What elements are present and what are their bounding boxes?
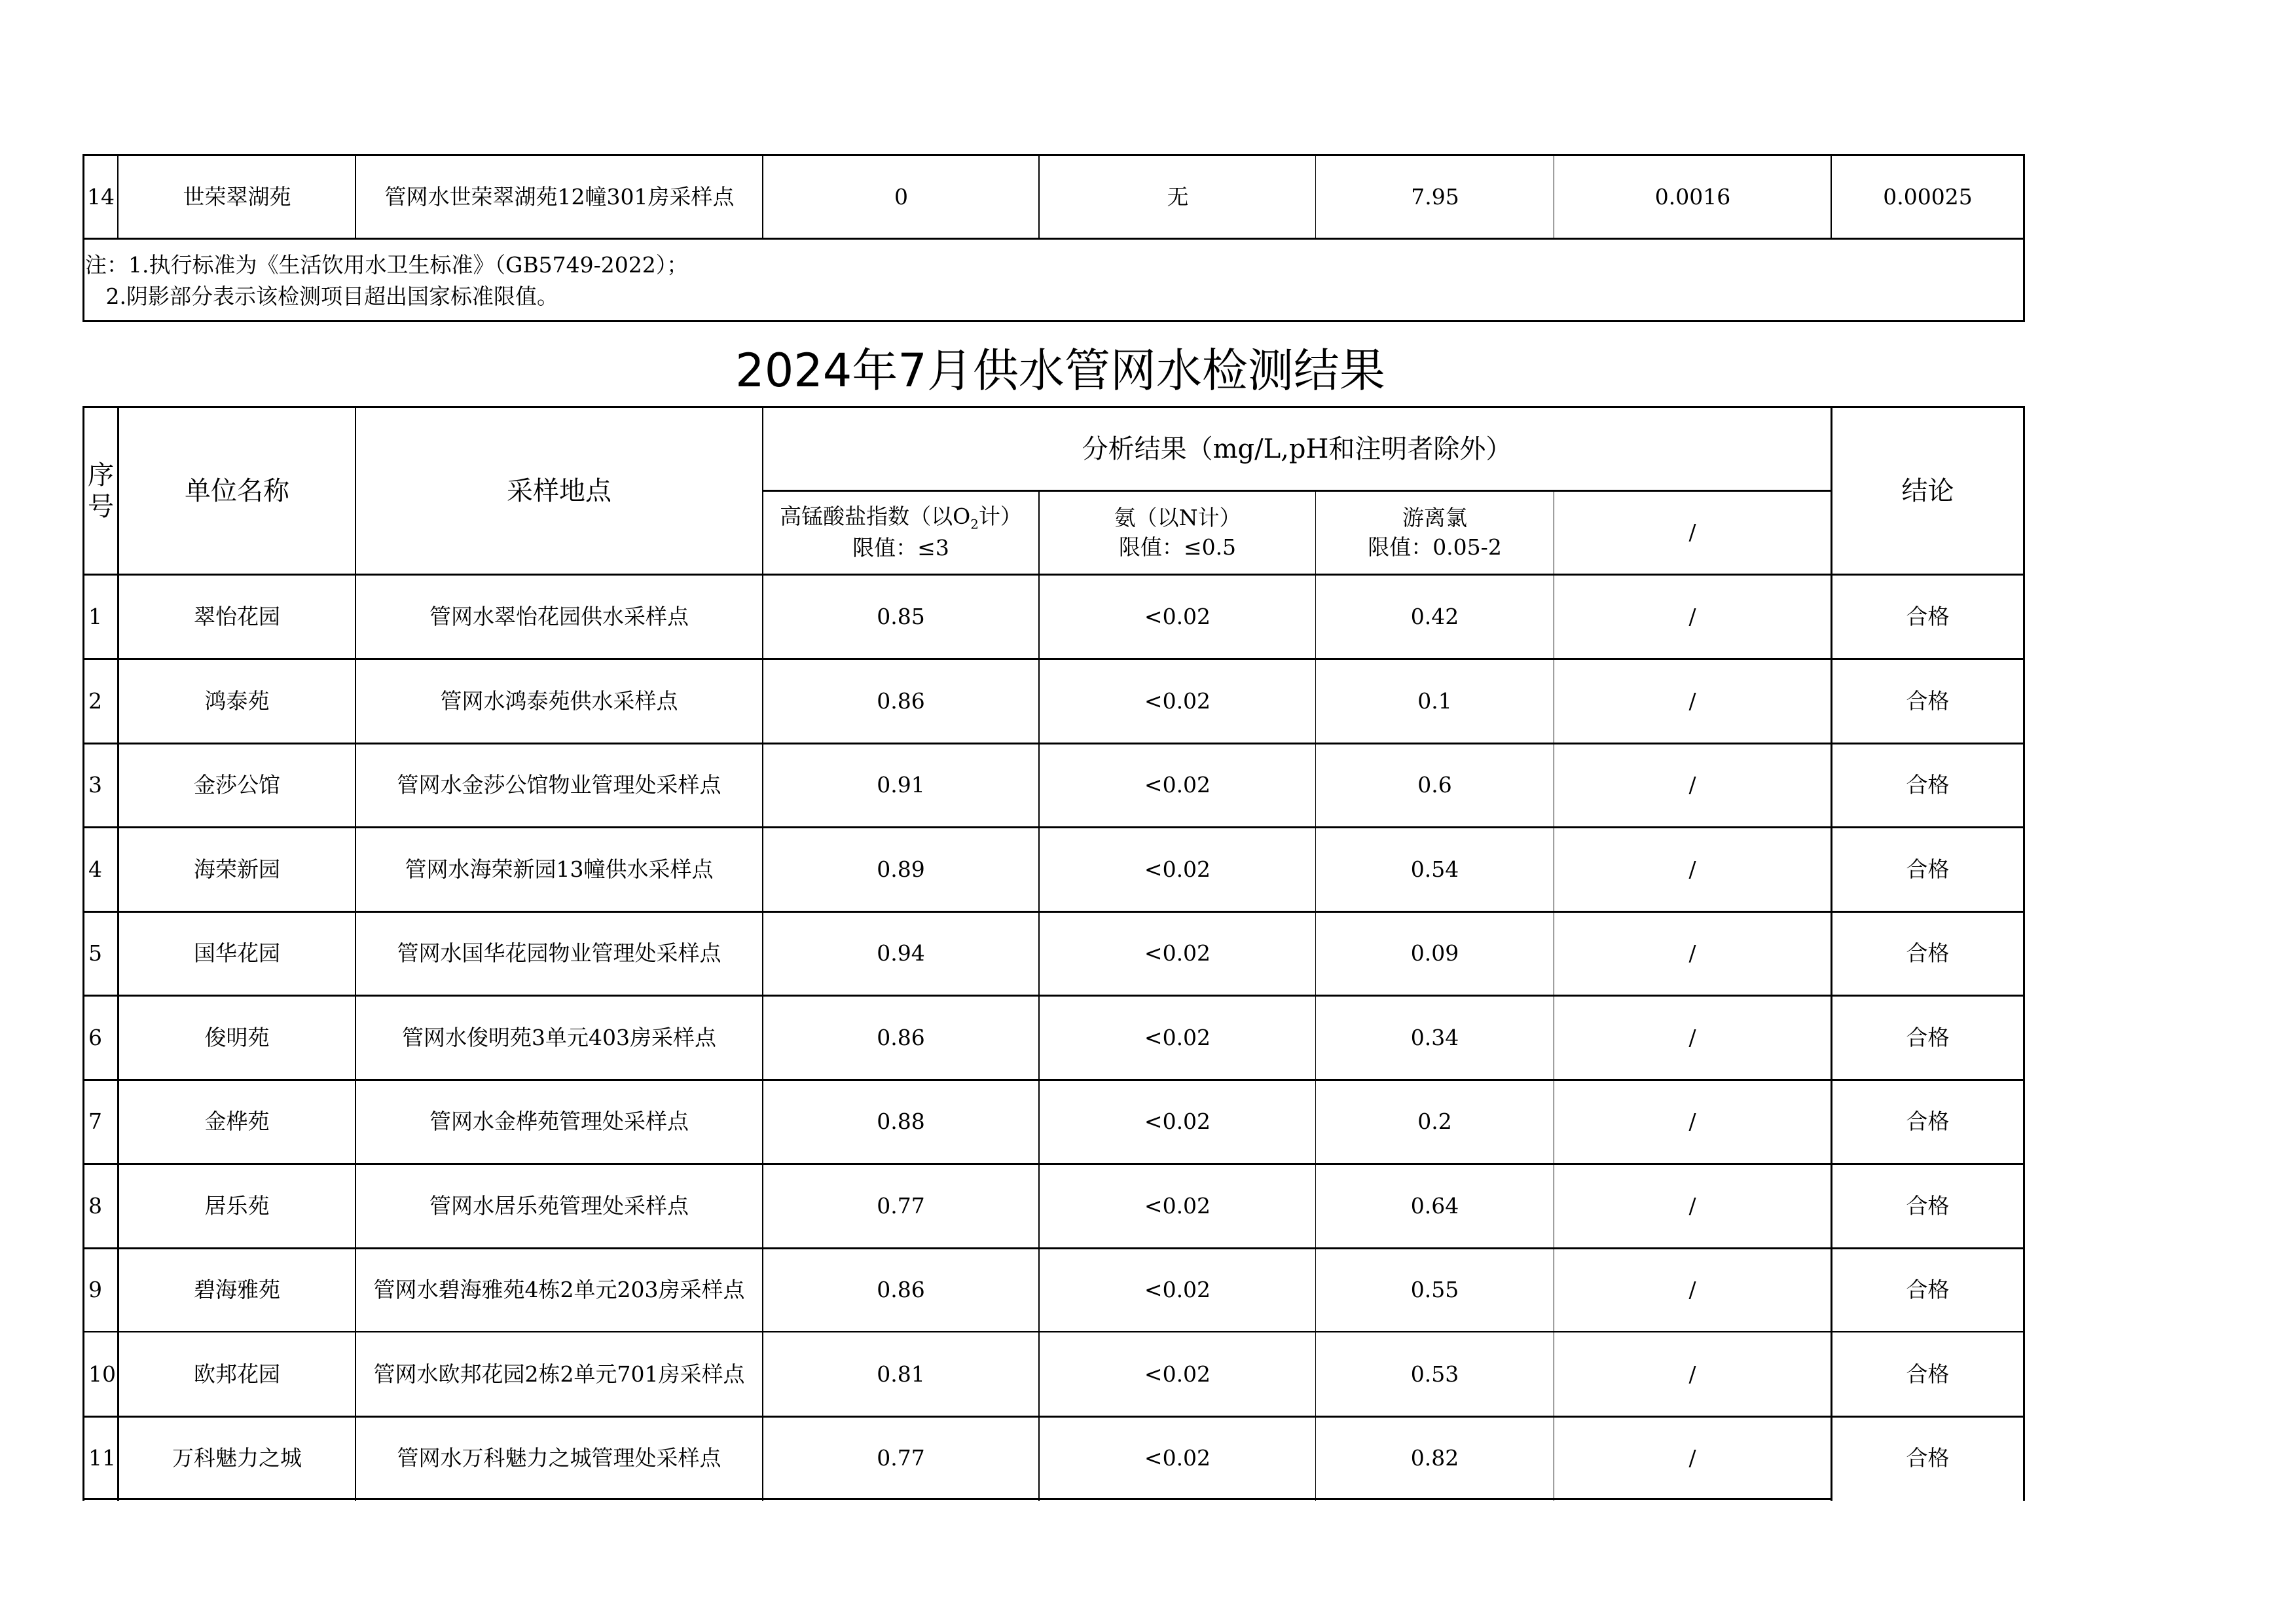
permanganate-value: 0.81: [877, 1361, 925, 1387]
free-chlorine-value: 0.34: [1410, 1024, 1459, 1050]
permanganate-value: 0.86: [877, 688, 925, 714]
unit-name: 欧邦花园: [194, 1361, 280, 1387]
sample-site: 管网水金桦苑管理处采样点: [429, 1109, 689, 1135]
header-analysis-results: 分析结果（mg/L,pH和注明者除外）: [1082, 433, 1512, 464]
param-limit: 限值：≤3: [852, 535, 949, 561]
other-value: /: [1688, 1109, 1696, 1135]
header-row-number: [84, 408, 117, 574]
conclusion-value: 合格: [1906, 772, 1950, 798]
sample-site: 管网水世荣翠湖苑12幢301房采样点: [384, 184, 735, 210]
ammonia-value: <0.02: [1144, 1192, 1211, 1219]
permanganate-value: 0.86: [877, 1024, 925, 1050]
sample-site: 管网水万科魅力之城管理处采样点: [397, 1445, 721, 1471]
page-title: 2024年7月供水管网水检测结果: [735, 343, 1385, 397]
sample-site: 管网水金莎公馆物业管理处采样点: [397, 772, 721, 798]
ammonia-value: <0.02: [1144, 688, 1211, 714]
ammonia-value: <0.02: [1144, 940, 1211, 966]
other-value: /: [1688, 604, 1696, 630]
header-char: 序: [88, 460, 114, 490]
row-number: 14: [87, 184, 115, 210]
notes: [85, 242, 2016, 320]
ammonia-value: <0.02: [1144, 604, 1211, 630]
param-name-text: 计）: [978, 504, 1022, 530]
header-unit-name: 单位名称: [185, 475, 289, 506]
ammonia-value: <0.02: [1144, 1109, 1211, 1135]
conclusion-value: 合格: [1906, 856, 1950, 882]
row-number: 4: [88, 856, 102, 882]
unit-name: 金桦苑: [204, 1109, 270, 1135]
free-chlorine-value: 0.6: [1417, 772, 1452, 798]
row-number: 8: [88, 1192, 102, 1219]
sample-site: 管网水翠怡花园供水采样点: [429, 604, 689, 630]
note-line: 2.阴影部分表示该检测项目超出国家标准限值。: [85, 284, 558, 309]
permanganate-value: 0.91: [877, 772, 925, 798]
value-cell: 0.00025: [1883, 184, 1973, 210]
sample-site: 管网水国华花园物业管理处采样点: [397, 940, 721, 966]
param-name: [780, 502, 1022, 534]
permanganate-value: 0.89: [877, 856, 925, 882]
unit-name: 国华花园: [194, 940, 280, 966]
row-number: 11: [88, 1445, 116, 1471]
header-permanganate-index: [763, 492, 1038, 574]
free-chlorine-value: 0.1: [1417, 688, 1452, 714]
value-cell: 0: [894, 184, 908, 210]
unit-name: 鸿泰苑: [204, 688, 270, 714]
conclusion-value: 合格: [1906, 1445, 1950, 1471]
other-value: /: [1688, 772, 1696, 798]
free-chlorine-value: 0.2: [1417, 1109, 1452, 1135]
conclusion-value: 合格: [1906, 1192, 1950, 1219]
conclusion-value: 合格: [1906, 940, 1950, 966]
row-number: 5: [88, 940, 102, 966]
value-cell: 7.95: [1411, 184, 1459, 210]
table-border-right: [2023, 406, 2025, 1501]
sample-site: 管网水海荣新园13幢供水采样点: [405, 856, 714, 882]
unit-name: 金莎公馆: [194, 772, 280, 798]
ammonia-value: <0.02: [1144, 1024, 1211, 1050]
sample-site: 管网水碧海雅苑4栋2单元203房采样点: [373, 1277, 745, 1303]
permanganate-value: 0.88: [877, 1109, 925, 1135]
unit-name: 万科魅力之城: [172, 1445, 302, 1471]
conclusion-value: 合格: [1906, 1024, 1950, 1050]
row-number: 2: [88, 688, 102, 714]
unit-name: 翠怡花园: [194, 604, 280, 630]
param-name: 游离氯: [1402, 504, 1467, 530]
header-char: 号: [88, 491, 114, 522]
sample-site: 管网水鸿泰苑供水采样点: [440, 688, 678, 714]
row-number: 9: [88, 1277, 102, 1303]
sample-site: 管网水欧邦花园2栋2单元701房采样点: [373, 1361, 745, 1387]
other-value: /: [1688, 1361, 1696, 1387]
param-name: /: [1688, 519, 1696, 545]
unit-name: 海荣新园: [194, 856, 280, 882]
free-chlorine-value: 0.55: [1410, 1277, 1459, 1303]
unit-name: 俊明苑: [204, 1024, 270, 1050]
conclusion-value: 合格: [1906, 1361, 1950, 1387]
header-conclusion: 结论: [1901, 475, 1954, 506]
free-chlorine-value: 0.64: [1410, 1192, 1459, 1219]
row-number: 7: [88, 1109, 102, 1135]
free-chlorine-value: 0.54: [1410, 856, 1459, 882]
other-value: /: [1688, 688, 1696, 714]
permanganate-value: 0.77: [877, 1192, 925, 1219]
param-limit: 限值：≤0.5: [1118, 534, 1237, 560]
unit-name: 碧海雅苑: [194, 1277, 280, 1303]
permanganate-value: 0.86: [877, 1277, 925, 1303]
other-value: /: [1688, 856, 1696, 882]
permanganate-value: 0.85: [877, 604, 925, 630]
header-other: [1554, 492, 1831, 574]
value-cell: 0.0016: [1654, 184, 1731, 210]
row-number: 3: [88, 772, 102, 798]
conclusion-value: 合格: [1906, 688, 1950, 714]
subscript: 2: [970, 517, 979, 532]
row-number: 1: [88, 604, 102, 630]
other-value: /: [1688, 1277, 1696, 1303]
unit-name: 世荣翠湖苑: [183, 184, 291, 210]
free-chlorine-value: 0.82: [1410, 1445, 1459, 1471]
value-cell: 无: [1167, 184, 1189, 210]
other-value: /: [1688, 1192, 1696, 1219]
param-limit: 限值：0.05-2: [1368, 534, 1502, 560]
free-chlorine-value: 0.53: [1410, 1361, 1459, 1387]
sample-site: 管网水俊明苑3单元403房采样点: [402, 1024, 716, 1050]
ammonia-value: <0.02: [1144, 772, 1211, 798]
conclusion-value: 合格: [1906, 1277, 1950, 1303]
note-line: 注：1.执行标准为《生活饮用水卫生标准》（GB5749-2022）；: [85, 252, 689, 278]
param-name: 氨（以N计）: [1114, 504, 1241, 530]
ammonia-value: <0.02: [1144, 1361, 1211, 1387]
permanganate-value: 0.77: [877, 1445, 925, 1471]
ammonia-value: <0.02: [1144, 1277, 1211, 1303]
header-ammonia: [1040, 492, 1315, 574]
other-value: /: [1688, 1445, 1696, 1471]
conclusion-value: 合格: [1906, 1109, 1950, 1135]
header-sample-site: 采样地点: [507, 475, 611, 506]
free-chlorine-value: 0.42: [1410, 604, 1459, 630]
row-number: 10: [88, 1361, 116, 1387]
sample-site: 管网水居乐苑管理处采样点: [429, 1192, 689, 1219]
free-chlorine-value: 0.09: [1410, 940, 1459, 966]
ammonia-value: <0.02: [1144, 856, 1211, 882]
unit-name: 居乐苑: [204, 1192, 270, 1219]
top-table-border-bottom: [82, 320, 2025, 322]
param-name-text: 高锰酸盐指数（以O: [780, 504, 971, 530]
ammonia-value: <0.02: [1144, 1445, 1211, 1471]
row-number: 6: [88, 1024, 102, 1050]
conclusion-value: 合格: [1906, 604, 1950, 630]
other-value: /: [1688, 1024, 1696, 1050]
other-value: /: [1688, 940, 1696, 966]
permanganate-value: 0.94: [877, 940, 925, 966]
header-free-chlorine: [1316, 492, 1554, 574]
